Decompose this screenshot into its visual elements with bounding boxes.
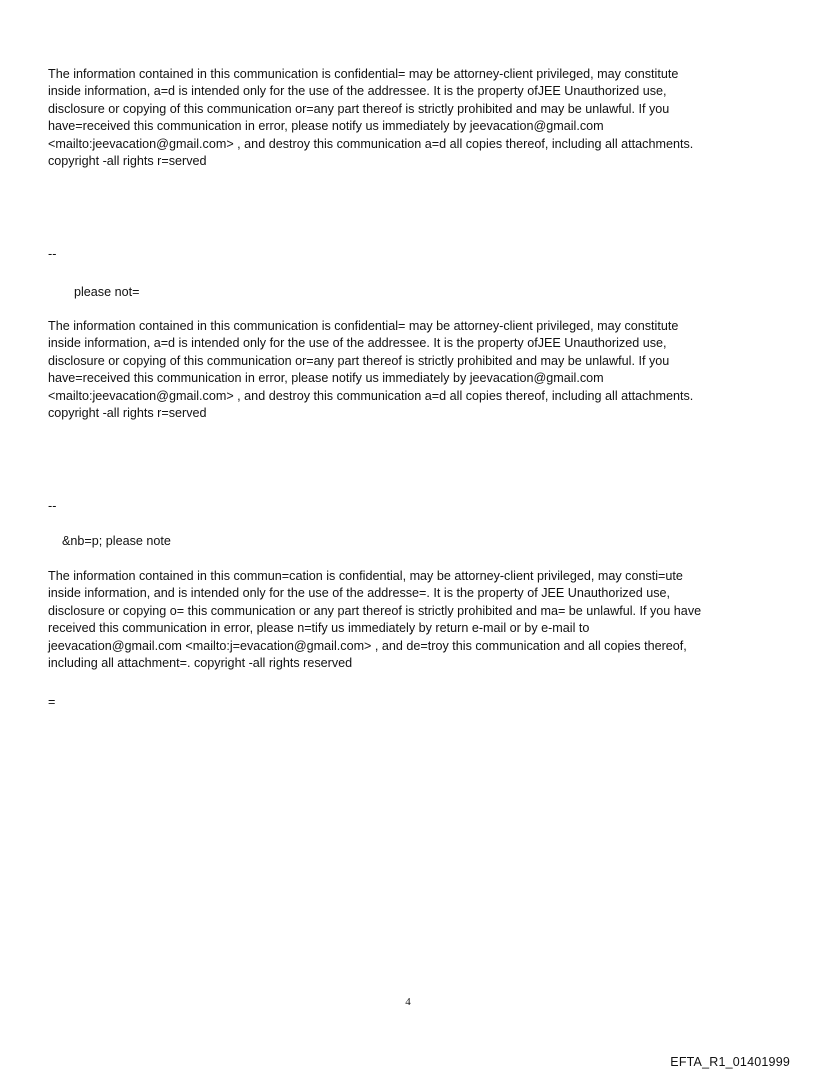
- notice-line: <mailto:jeevacation@gmail.com> , and destroy this communication a=d all copies thereof, including all attachments.: [48, 388, 694, 403]
- notice-line: The information contained in this communication is confidential= may be attorney-client privileged, may constitute: [48, 319, 679, 333]
- separator-1: --: [48, 247, 57, 261]
- notice-line: inside information, and is intended only for the use of the addresse=. It is the property of JEE Unauthorized use,: [48, 586, 671, 601]
- notice-line: received this communication in error, please n=tify us immediately by return e-mail or by e-mail to: [48, 621, 590, 636]
- notice-line: copyright -all rights r=served: [48, 154, 207, 169]
- notice-line: have=received this communication in error, please notify us immediately by jeevacation@gmail.com: [48, 371, 604, 386]
- separator-2: --: [48, 499, 57, 513]
- notice-line: inside information, a=d is intended only for the use of the addressee. It is the property ofJEE Unauthorized use,: [48, 336, 667, 351]
- notice-line: disclosure or copying o= this communication or any part thereof is strictly prohibited and ma= be unlawful. If you have: [48, 603, 702, 618]
- trailing-mark: =: [48, 695, 56, 709]
- confidentiality-notice-1: [48, 66, 768, 170]
- notice-line: disclosure or copying of this communication or=any part thereof is strictly prohibited and may be unlawful. If you: [48, 353, 670, 368]
- notice-line: The information contained in this communication is confidential= may be attorney-client privileged, may constitute: [48, 67, 679, 81]
- page-number: 4: [405, 996, 411, 1008]
- notice-line: <mailto:jeevacation@gmail.com> , and destroy this communication a=d all copies thereof, including all attachments.: [48, 136, 694, 151]
- notice-line: inside information, a=d is intended only for the use of the addressee. It is the property ofJEE Unauthorized use,: [48, 84, 667, 99]
- note-line-1: please not=: [74, 285, 140, 299]
- notice-line: including all attachment=. copyright -all rights reserved: [48, 656, 353, 671]
- notice-line: disclosure or copying of this communication or=any part thereof is strictly prohibited and may be unlawful. If you: [48, 101, 670, 116]
- document-id-stamp: EFTA_R1_01401999: [670, 1055, 790, 1069]
- notice-line: have=received this communication in error, please notify us immediately by jeevacation@gmail.com: [48, 119, 604, 134]
- notice-line: copyright -all rights r=served: [48, 406, 207, 421]
- note-line-2: &nb=p; please note: [62, 534, 171, 548]
- confidentiality-notice-2: [48, 318, 768, 422]
- confidentiality-notice-3: [48, 568, 768, 672]
- notice-line: The information contained in this commun=cation is confidential, may be attorney-client privileged, may consti=ute: [48, 569, 683, 583]
- notice-line: jeevacation@gmail.com <mailto:j=evacation@gmail.com> , and de=troy this communication and all copies thereof,: [48, 638, 687, 653]
